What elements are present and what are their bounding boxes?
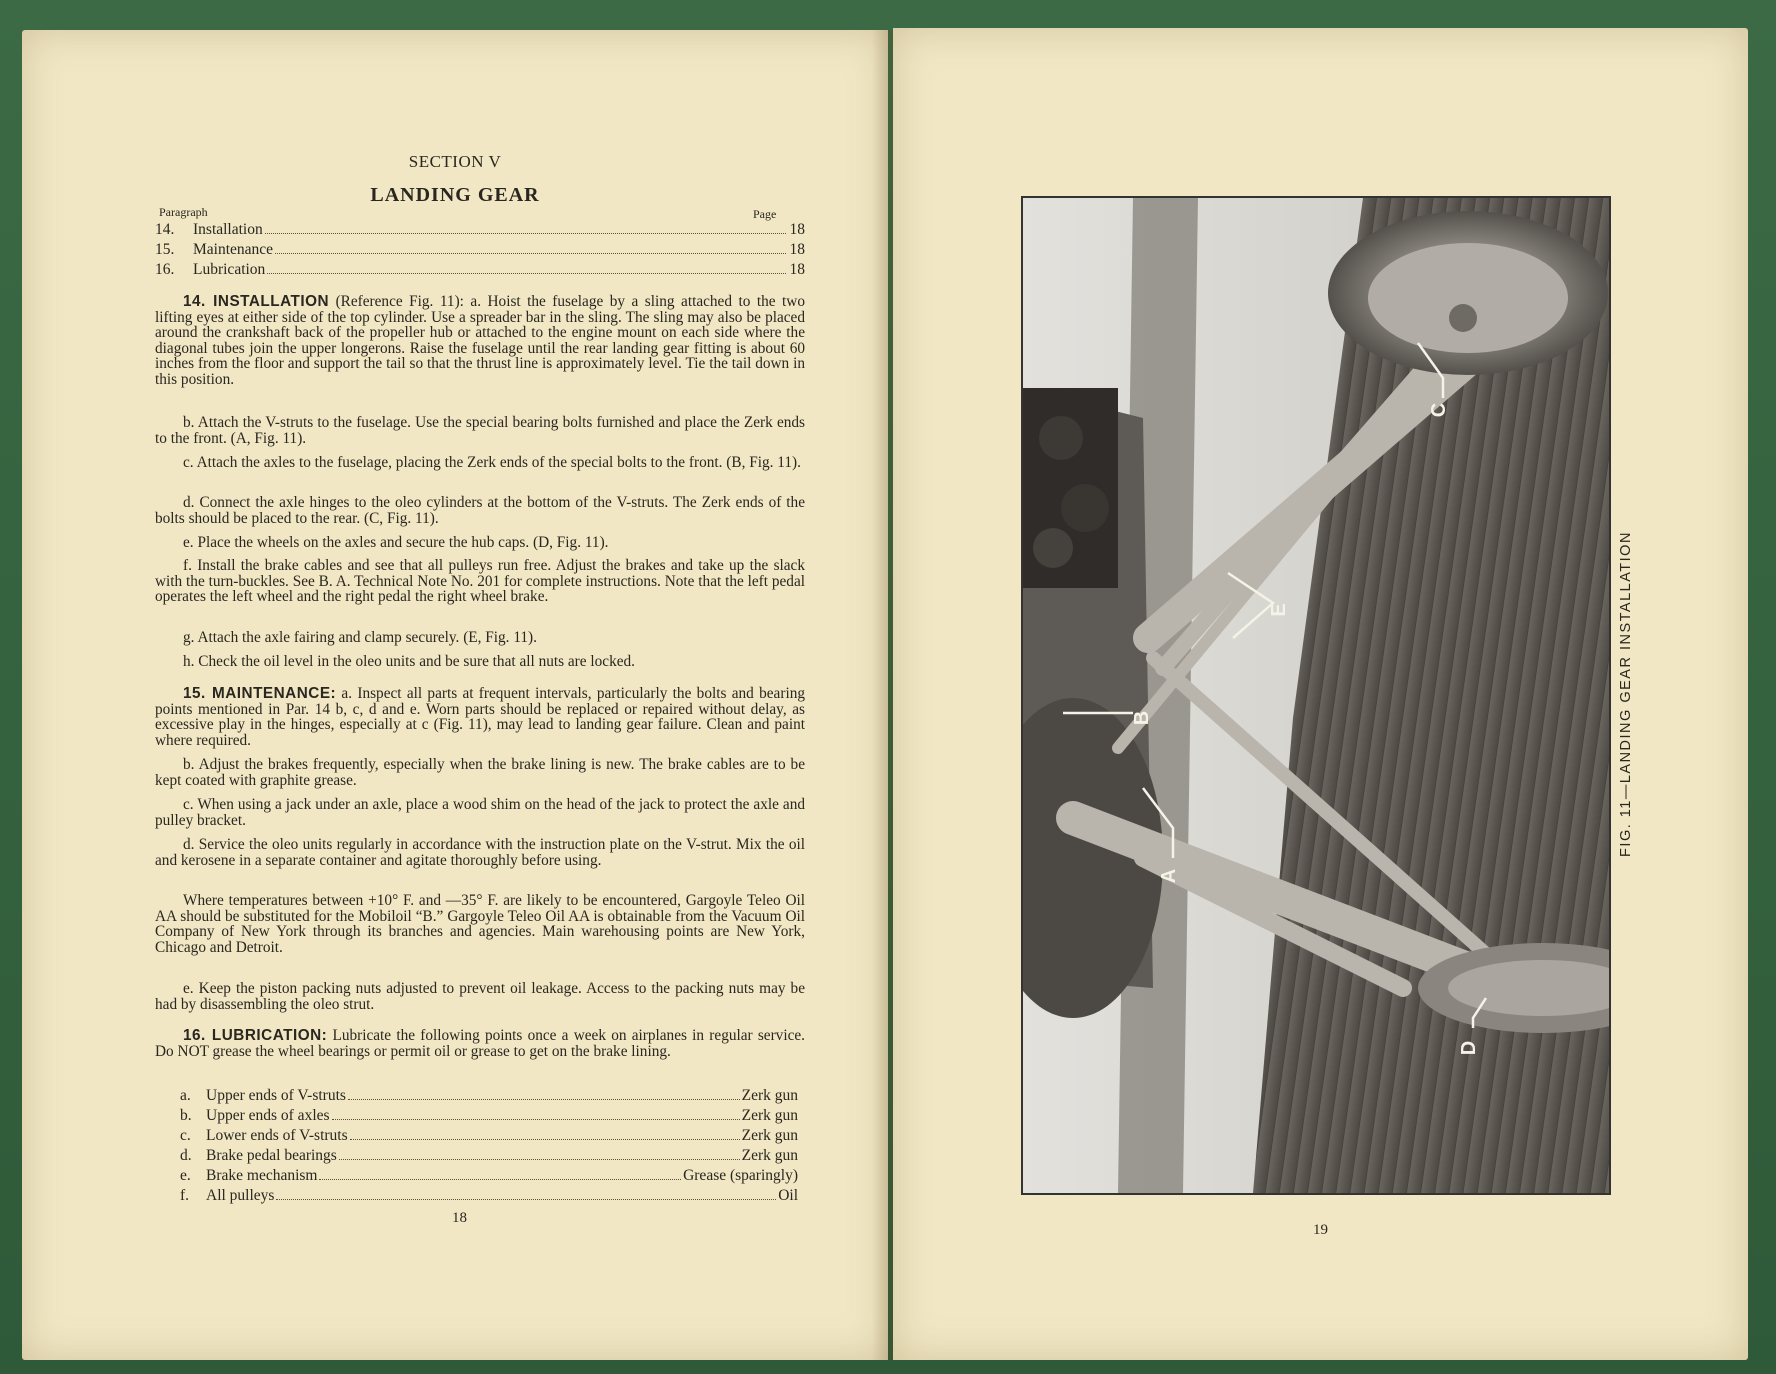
installation-g: g. Attach the axle fairing and clamp securely. (E, Fig. 11). — [183, 629, 537, 646]
installation-paragraph: 14. INSTALLATION (Reference Fig. 11): a. Hoist the fuselage by a sling attached to the two lifting eyes at either side of the top cylinder. Use a spreader bar in the sling. The sling may also be placed around the crankshaft back of the propeller hub or attached to the engine mount on each side where the diagonal tubes join the upper longerons. Raise the fuselage until the rear landing gear fitting is about 60 inches from the floor and support the tail so that the thrust line is approximately level. Tie the tail down in this position. — [155, 293, 805, 388]
toc-number: 15. — [155, 241, 175, 258]
callout-e: E — [1268, 603, 1290, 617]
dot-leader — [265, 233, 786, 234]
toc-label: Lubrication — [193, 261, 266, 278]
maintenance-paragraph: 15. MAINTENANCE: a. Inspect all parts at frequent intervals, particularly the bolts and bearing points mentioned in Par. 14 b, c, d and e. Worn parts should be replaced or repaired without delay, as excessive play in the hinges, especially at c (Fig. 11), may lead to landing gear failure. Clean and paint where required. — [155, 685, 805, 749]
left-page — [22, 30, 888, 1360]
dot-leader — [275, 253, 785, 254]
callout-b: B — [1131, 710, 1153, 726]
callout-d: D — [1458, 1040, 1480, 1056]
lubrication-paragraph: 16. LUBRICATION: Lubricate the following points once a week on airplanes in regular service. Do NOT grease the wheel bearings or permit oil or grease to get on the brake lining. — [155, 1027, 805, 1060]
maintenance-b: b. Adjust the brakes frequently, especially when the brake lining is new. The brake cables are to be kept coated with graphite grease. — [155, 756, 805, 789]
toc-number: 16. — [155, 261, 175, 278]
toc-row — [155, 221, 805, 239]
figure-caption — [1612, 514, 1640, 874]
installation-h: h. Check the oil level in the oleo units and be sure that all nuts are locked. — [183, 653, 635, 670]
installation-heading: 14. INSTALLATION — [183, 293, 330, 310]
installation-d: d. Connect the axle hinges to the oleo cylinders at the bottom of the V-struts. The Zerk ends of the bolts should be placed to the rear. (C, Fig. 11). — [155, 494, 805, 527]
lubrication-item: a. Upper ends of V-struts Zerk gun — [180, 1087, 798, 1104]
toc-header-paragraph: Paragraph — [159, 205, 208, 219]
toc-row — [155, 241, 805, 259]
toc-header-page: Page — [753, 207, 777, 221]
callout-c: C — [1428, 402, 1450, 418]
dot-leader — [267, 273, 785, 274]
installation-e: e. Place the wheels on the axles and secure the hub caps. (D, Fig. 11). — [183, 534, 609, 551]
landing-gear-photo — [1021, 196, 1611, 1195]
lubrication-heading: 16. LUBRICATION: — [183, 1027, 328, 1044]
lubrication-item: c. Lower ends of V-struts Zerk gun — [180, 1127, 798, 1144]
installation-f: f. Install the brake cables and see that all pulleys run free. Adjust the brakes and take up the slack with the turn-buckles. See B. A. Technical Note No. 201 for complete instructions. Note that the left pedal operates the left wheel and the right pedal the right wheel brake. — [155, 557, 805, 606]
section-label: SECTION V — [408, 152, 502, 171]
toc-number: 14. — [155, 221, 175, 238]
page-number-left: 18 — [452, 1210, 467, 1226]
toc-row — [155, 261, 805, 279]
maintenance-d: d. Service the oleo units regularly in accordance with the instruction plate on the V-strut. Mix the oil and kerosene in a separate container and agitate thoroughly before using. — [155, 836, 805, 869]
toc-page: 18 — [789, 241, 805, 258]
toc-page: 18 — [789, 261, 805, 278]
maintenance-temperatures: Where temperatures between +10° F. and —35° F. are likely to be encountered, Gargoyle Teleo Oil AA should be substituted for the Mobiloil “B.” Gargoyle Teleo Oil AA is obtainable from the Vacuum Oil Company of New York through its branches and agencies. Main warehousing points are New York, Chicago and Detroit. — [155, 892, 805, 956]
page-number-right: 19 — [1313, 1222, 1328, 1238]
figure-caption-text: FIG. 11—LANDING GEAR INSTALLATION — [1618, 531, 1634, 857]
toc-label: Maintenance — [193, 241, 274, 258]
installation-c: c. Attach the axles to the fuselage, placing the Zerk ends of the special bolts to the front. (B, Fig. 11). — [183, 454, 801, 471]
lubrication-item: d. Brake pedal bearings Zerk gun — [180, 1147, 798, 1164]
installation-b: b. Attach the V-struts to the fuselage. Use the special bearing bolts furnished and place the Zerk ends to the front. (A, Fig. 11). — [155, 414, 805, 447]
photo-illustration — [1023, 198, 1609, 1193]
maintenance-heading: 15. MAINTENANCE: — [183, 685, 337, 702]
toc-label: Installation — [193, 221, 263, 238]
toc-page: 18 — [789, 221, 805, 238]
lubrication-item: b. Upper ends of axles Zerk gun — [180, 1107, 798, 1124]
lubrication-item: f. All pulleys Oil — [180, 1187, 798, 1204]
maintenance-c: c. When using a jack under an axle, place a wood shim on the head of the jack to protect the axle and pulley bracket. — [155, 796, 805, 829]
page-title: LANDING GEAR — [370, 184, 540, 206]
lubrication-item: e. Brake mechanism Grease (sparingly) — [180, 1167, 798, 1184]
callout-a: A — [1158, 868, 1180, 884]
maintenance-e: e. Keep the piston packing nuts adjusted to prevent oil leakage. Access to the packing nuts may be had by disassembling the oleo strut. — [155, 980, 805, 1013]
